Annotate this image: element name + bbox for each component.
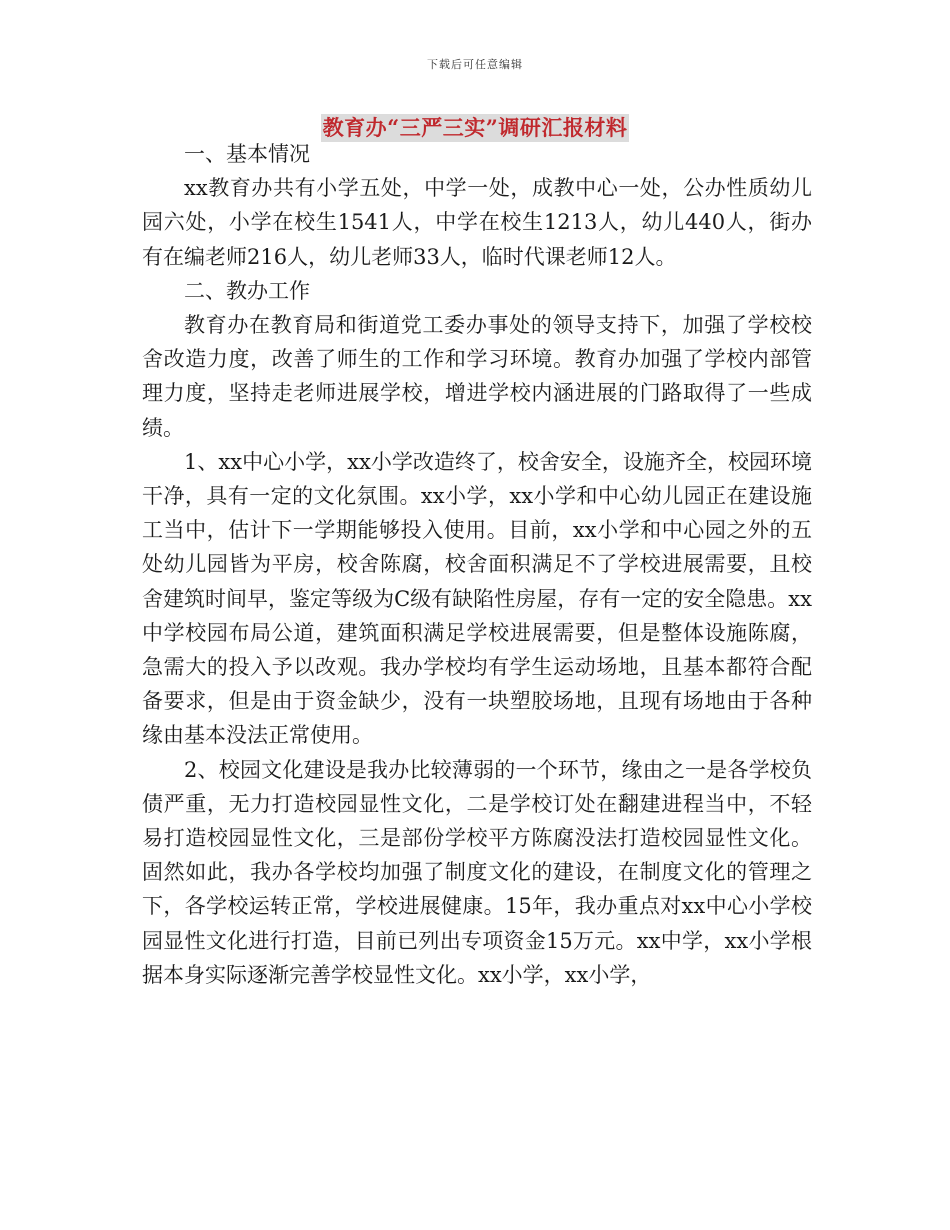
section-heading-basic: 一、基本情况 xyxy=(184,142,310,166)
header-note: 下载后可任意编辑 xyxy=(427,58,523,71)
paragraph-work-intro: 教育办在教育局和街道党工委办事处的领导支持下，加强了学校校舍改造力度，改善了师生的工作和学习环境。教育办加强了学校内部管理力度，坚持走老师进展学校，增进学校内涵进展的门路取得了一些成绩。 xyxy=(142,313,812,440)
paragraph-item-1: 1、xx中心小学，xx小学改造终了，校舍安全，设施齐全，校园环境干净，具有一定的文化氛围。xx小学，xx小学和中心幼儿园正在建设施工当中，估计下一学期能够投入使用。目前，xx小学和中心园之外的五处幼儿园皆为平房，校舍陈腐，校舍面积满足不了学校进展需要，且校舍建筑时间早，鉴定等级为C级有缺陷性房屋，存有一定的安全隐患。xx中学校园布局公道，建筑面积满足学校进展需要，但是整体设施陈腐，急需大的投入予以改观。我办学校均有学生运动场地，且基本都符合配备要求，但是由于资金缺少，没有一块塑胶场地，且现有场地由于各种缘由基本没法正常使用。 xyxy=(142,449,812,748)
paragraph-basic-info: xx教育办共有小学五处，中学一处，成教中心一处，公办性质幼儿园六处，小学在校生1541人，中学在校生1213人，幼儿440人，街办有在编老师216人，幼儿老师33人，临时代课老师12人。 xyxy=(142,176,812,269)
document-body xyxy=(142,137,812,992)
paragraph-item-2: 2、校园文化建设是我办比较薄弱的一个环节，缘由之一是各学校负债严重，无力打造校园显性文化，二是学校订处在翻建进程当中，不轻易打造校园显性文化，三是部份学校平方陈腐没法打造校园显性文化。固然如此，我办各学校均加强了制度文化的建设，在制度文化的管理之下，各学校运转正常，学校进展健康。15年，我办重点对xx中心小学校园显性文化进行打造，目前已列出专项资金15万元。xx中学，xx小学根据本身实际逐渐完善学校显性文化。xx小学，xx小学， xyxy=(142,757,812,987)
document-title: 教育办“三严三实”调研汇报材料 xyxy=(322,115,628,140)
section-heading-work: 二、教办工作 xyxy=(184,278,310,303)
